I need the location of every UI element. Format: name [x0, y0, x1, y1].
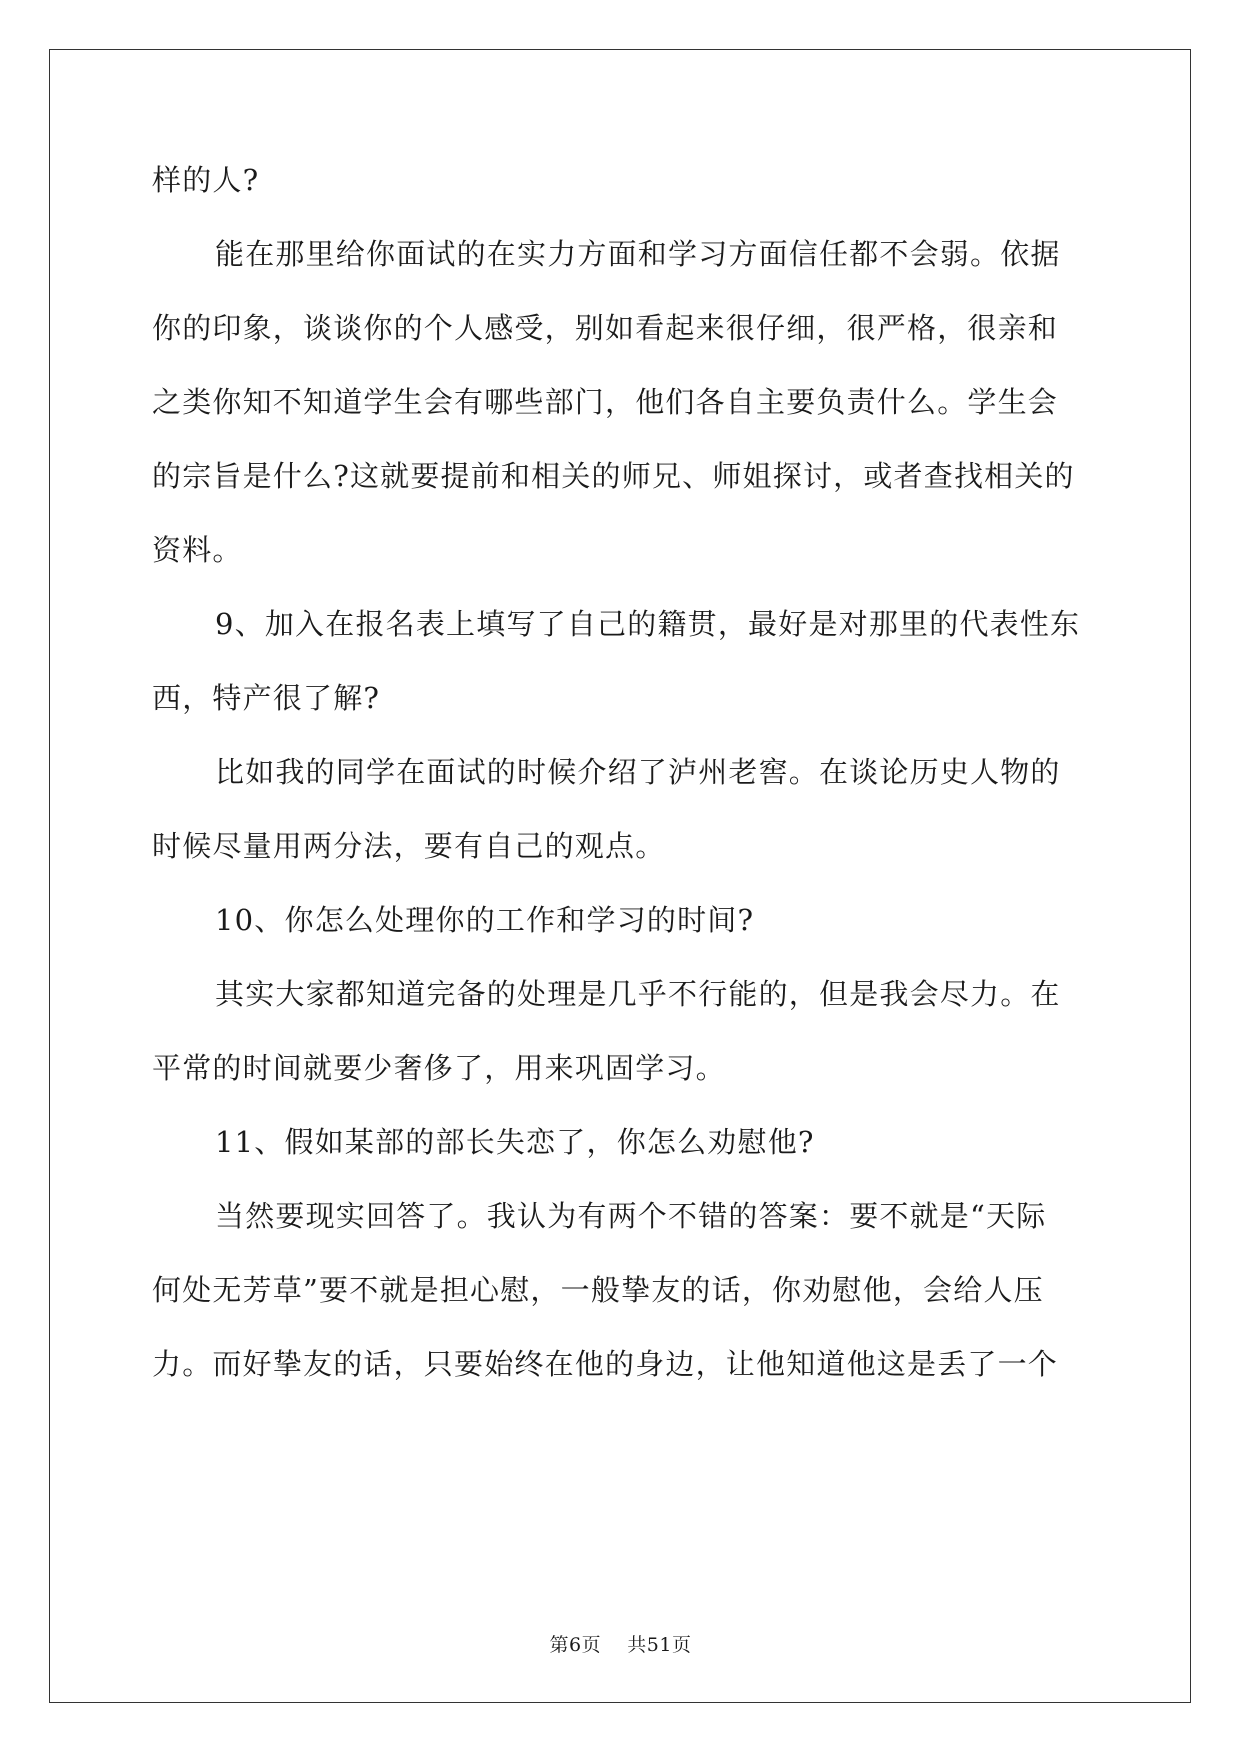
text-line: 力。而好挚友的话，只要始终在他的身边，让他知道他这是丢了一个 — [152, 1347, 1059, 1381]
page-total: 共51页 — [627, 1634, 692, 1656]
text-line: 9、加入在报名表上填写了自己的籍贯，最好是对那里的代表性东 — [215, 607, 1081, 641]
text-line: 时候尽量用两分法，要有自己的观点。 — [152, 829, 666, 863]
text-line: 之类你知不知道学生会有哪些部门，他们各自主要负责什么。学生会 — [152, 385, 1059, 419]
text-line: 西，特产很了解? — [152, 681, 381, 715]
text-line: 当然要现实回答了。我认为有两个不错的答案：要不就是“天际 — [215, 1199, 1047, 1233]
text-line: 你的印象，谈谈你的个人感受，别如看起来很仔细，很严格，很亲和 — [152, 311, 1059, 345]
text-line: 10、你怎么处理你的工作和学习的时间? — [215, 903, 755, 937]
page-border — [49, 49, 1191, 1703]
text-line: 何处无芳草”要不就是担心慰，一般挚友的话，你劝慰他，会给人压 — [152, 1273, 1044, 1307]
page-footer — [0, 1630, 1241, 1657]
text-line: 的宗旨是什么?这就要提前和相关的师兄、师姐探讨，或者查找相关的 — [152, 459, 1075, 493]
text-line: 样的人? — [152, 163, 260, 197]
text-line: 其实大家都知道完备的处理是几乎不行能的，但是我会尽力。在 — [215, 977, 1061, 1011]
text-line: 资料。 — [152, 533, 243, 567]
text-line: 11、假如某部的部长失恋了，你怎么劝慰他? — [215, 1125, 815, 1159]
text-line: 能在那里给你面试的在实力方面和学习方面信任都不会弱。依据 — [215, 237, 1061, 271]
text-line: 比如我的同学在面试的时候介绍了泸州老窖。在谈论历史人物的 — [215, 755, 1061, 789]
text-line: 平常的时间就要少奢侈了，用来巩固学习。 — [152, 1051, 726, 1085]
page-number: 第6页 — [549, 1634, 602, 1656]
